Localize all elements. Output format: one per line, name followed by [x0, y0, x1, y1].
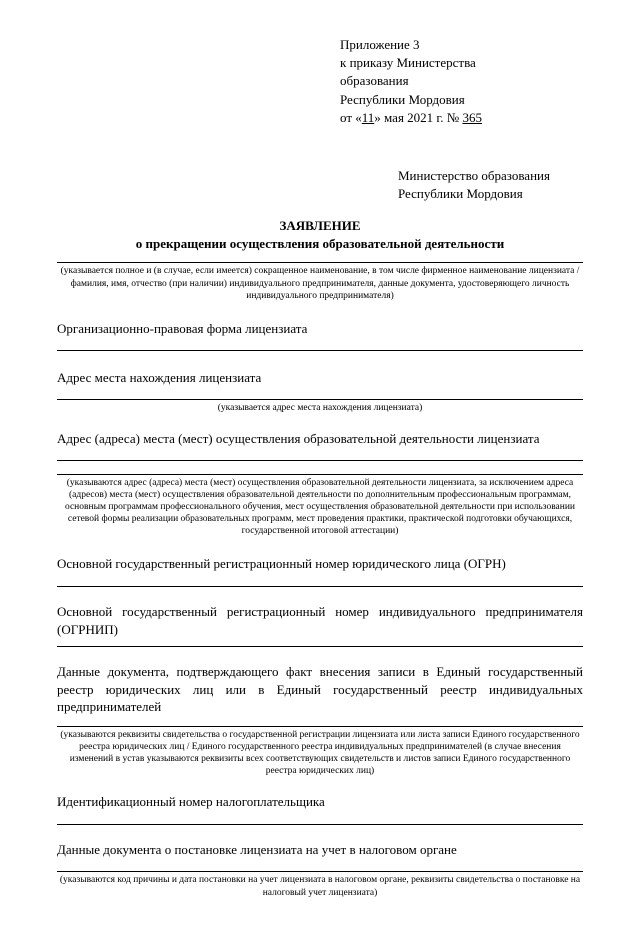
ministry-line: Министерство образования: [398, 167, 550, 183]
registry-label: Данные документа, подтверждающего факт внесения записи в Единый государственный реестр юридических лиц или в Единый государственный реестр индивидуальных предпринимателей: [57, 664, 583, 715]
order-number: 365: [462, 109, 482, 125]
ogrnip-label: Основной государственный регистрационный номер индивидуального предпринимателя (ОГРНИП): [57, 604, 583, 637]
appendix-line: Республики Мордовия: [340, 91, 465, 107]
registry-hint: (указываются реквизиты свидетельства о государственной регистрации лицензиата или листа записи Единого государственного реестра юридических лиц / Единого государственного реестра индивидуальных предпринимателей (в случае внесения изменений в устав указываются реквизиты всех соответствующих свидетельств и листов записи Единого государственного реестра юридических лиц): [60, 729, 580, 777]
activity-address-label: Адрес (адреса) места (мест) осуществления образовательной деятельности лицензиата: [57, 431, 540, 447]
tax-hint: (указываются код причины и дата постановки на учет лицензиата в налоговом органе, реквизиты свидетельства о постановке на налоговый учет лицензиата): [59, 875, 581, 898]
appendix-block: [340, 36, 583, 127]
fill-line-activity-1: [57, 460, 583, 461]
appendix-line: Приложение 3: [340, 37, 420, 52]
date-mid: » мая 2021 г. №: [374, 109, 463, 125]
fill-line-tax: [57, 871, 583, 872]
date-day: 11: [361, 109, 375, 125]
fill-line-address: [57, 399, 583, 400]
org-form-label: Организационно-правовая форма лицензиата: [57, 320, 308, 336]
fill-line-org-form: [57, 350, 583, 351]
ministry-block: [398, 167, 583, 203]
fill-line-ogrn: [57, 586, 583, 587]
fill-line-name: [57, 262, 583, 263]
inn-label: Идентификационный номер налогоплательщика: [57, 794, 325, 810]
title-line-1: ЗАЯВЛЕНИЕ: [279, 218, 361, 234]
ogrn-label: Основной государственный регистрационный номер юридического лица (ОГРН): [57, 556, 506, 572]
address-label: Адрес места нахождения лицензиата: [57, 370, 262, 386]
fill-line-ogrnip: [57, 646, 583, 647]
document-title: [57, 217, 583, 252]
date-prefix: от «: [340, 109, 362, 125]
appendix-date-line: [340, 109, 583, 127]
appendix-line: к приказу Министерства: [340, 55, 476, 71]
name-hint: (указывается полное и (в случае, если имеется) сокращенное наименование, в том числе фирменное наименование лицензиата / фамилия, имя, отчество (при наличии) индивидуального предпринимателя, данные документа, удостоверяющего личность индивидуального предпринимателя): [60, 266, 580, 301]
activity-address-hint: (указываются адрес (адреса) места (мест) осуществления образовательной деятельности лицензиата, за исключением адреса (адресов) места (мест) осуществления образовательной деятельности по дополнительным профессиональным программам, основным программам профессионального обучения, мест осуществления образовательной деятельности при использовании сетевой формы реализации образовательных программ, мест проведения практики, практической подготовки обучающихся, государственной итоговой аттестации): [64, 477, 576, 537]
fill-line-activity-2: [57, 474, 583, 475]
fill-line-registry: [57, 726, 583, 727]
appendix-line: образования: [340, 73, 409, 89]
tax-label: Данные документа о постановке лицензиата на учет в налоговом органе: [57, 841, 457, 857]
title-line-2: о прекращении осуществления образовательной деятельности: [135, 235, 505, 251]
ministry-line: Республики Мордовия: [398, 186, 523, 202]
fill-line-inn: [57, 824, 583, 825]
address-hint: (указывается адрес места нахождения лицензиата): [217, 402, 423, 413]
